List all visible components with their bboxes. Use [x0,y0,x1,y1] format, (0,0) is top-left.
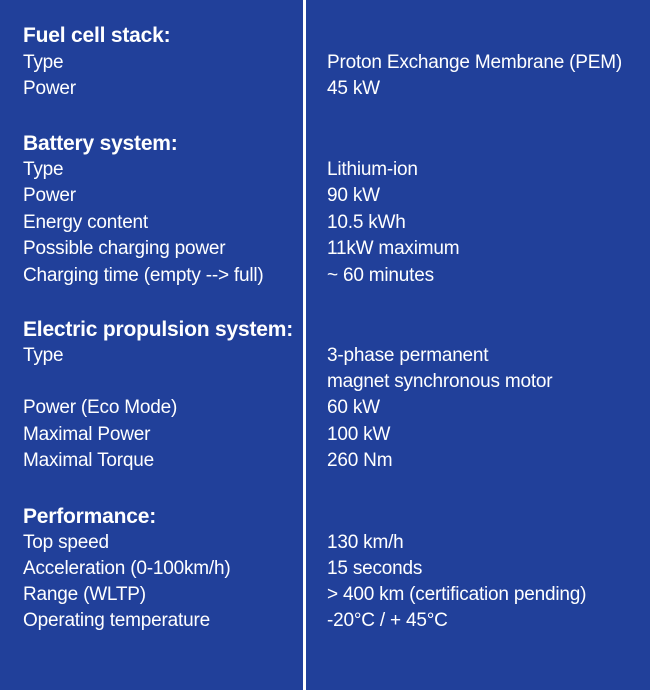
spec-label: Operating temperature [23,610,210,631]
spec-value: 10.5 kWh [327,212,406,233]
spec-value: 15 seconds [327,558,423,579]
spec-label: Power [23,78,76,99]
spec-label: Energy content [23,212,149,233]
spec-label: Type [23,345,64,366]
spec-value: 100 kW [327,424,391,445]
spec-value: > 400 km (certification pending) [327,584,587,605]
spec-label: Top speed [23,532,109,553]
spec-value-line2: magnet synchronous motor [327,371,553,392]
section-heading-fuel-cell: Fuel cell stack: [23,24,171,47]
spec-row [0,263,650,289]
spec-label: Power [23,185,76,206]
spec-value: 11kW maximum [327,238,460,259]
spec-row [0,210,650,236]
section-heading-battery: Battery system: [23,132,178,155]
spec-value: -20°C / + 45°C [327,610,448,631]
spec-value: 130 km/h [327,532,404,553]
spec-value-line1: 3-phase permanent [327,345,489,366]
spec-label: Maximal Power [23,424,151,445]
spec-row [0,608,650,634]
spec-row [0,582,650,608]
spec-label: Range (WLTP) [23,584,146,605]
spec-row [0,556,650,582]
spec-row [0,236,650,262]
spec-label: Type [23,159,64,180]
spec-label: Maximal Torque [23,450,154,471]
spec-label: Acceleration (0-100km/h) [23,558,231,579]
spec-value [327,343,552,395]
spec-row [0,76,650,102]
spec-value: ~ 60 minutes [327,265,434,286]
spec-row [0,343,650,395]
spec-row [0,50,650,76]
spec-value: Proton Exchange Membrane (PEM) [327,52,622,73]
spec-row [0,157,650,183]
spec-row [0,395,650,421]
spec-value: 60 kW [327,397,380,418]
spec-label: Power (Eco Mode) [23,397,178,418]
spec-row [0,530,650,556]
section-heading-propulsion: Electric propulsion system: [23,318,294,341]
spec-label: Possible charging power [23,238,226,259]
spec-value: 90 kW [327,185,380,206]
spec-row [0,183,650,209]
spec-label: Charging time (empty --> full) [23,265,264,286]
section-heading-performance: Performance: [23,505,156,528]
spec-value: Lithium-ion [327,159,418,180]
spec-value: 260 Nm [327,450,393,471]
spec-row [0,448,650,474]
spec-row [0,422,650,448]
spec-value: 45 kW [327,78,380,99]
spec-label: Type [23,52,64,73]
